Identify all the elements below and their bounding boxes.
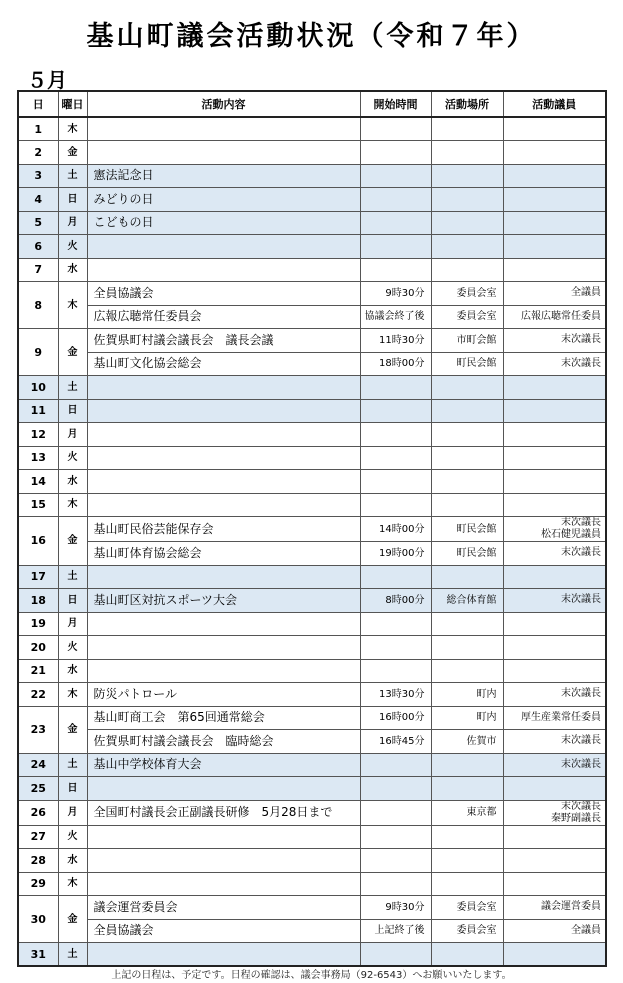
day-cell: 4: [18, 188, 58, 212]
members-cell: [503, 329, 606, 353]
weekday-cell: 日: [58, 777, 87, 801]
time-cell: [360, 164, 431, 188]
day-cell: 6: [18, 235, 58, 259]
member-line: 末次議長: [561, 357, 601, 369]
time-cell: 9時30分: [360, 896, 431, 920]
weekday-cell: 月: [58, 800, 87, 825]
activity-cell: 基山町文化協会総会: [87, 352, 360, 376]
members-cell: [503, 493, 606, 517]
activity-cell: [87, 825, 360, 849]
header-weekday: 曜日: [58, 91, 87, 117]
activity-cell: [87, 117, 360, 141]
activity-cell: [87, 565, 360, 589]
activity-cell: [87, 446, 360, 470]
members-cell: [503, 305, 606, 329]
header-time: 開始時間: [360, 91, 431, 117]
members-cell: [503, 211, 606, 235]
place-cell: [431, 872, 503, 896]
weekday-cell: 土: [58, 753, 87, 777]
weekday-cell: 木: [58, 683, 87, 707]
time-cell: 上記終了後: [360, 919, 431, 943]
place-cell: 佐賀市: [431, 730, 503, 754]
members-cell: [503, 659, 606, 683]
table-row: [18, 352, 606, 376]
table-row: [18, 211, 606, 235]
activity-cell: [87, 872, 360, 896]
table-row: [18, 258, 606, 282]
place-cell: 町民会館: [431, 352, 503, 376]
weekday-cell: 土: [58, 943, 87, 967]
place-cell: [431, 188, 503, 212]
day-cell: 13: [18, 446, 58, 470]
activity-cell: 基山町民俗芸能保存会: [87, 517, 360, 542]
time-cell: [360, 753, 431, 777]
day-cell: 25: [18, 777, 58, 801]
place-cell: [431, 636, 503, 660]
day-cell: 7: [18, 258, 58, 282]
time-cell: [360, 943, 431, 967]
activity-cell: 広報広聴常任委員会: [87, 305, 360, 329]
weekday-cell: 木: [58, 282, 87, 329]
day-cell: 1: [18, 117, 58, 141]
time-cell: 協議会終了後: [360, 305, 431, 329]
page-title: 基山町議会活動状況（令和７年）: [86, 21, 537, 52]
place-cell: [431, 376, 503, 400]
activity-cell: [87, 943, 360, 967]
weekday-cell: 火: [58, 825, 87, 849]
members-cell: [503, 164, 606, 188]
weekday-cell: 日: [58, 399, 87, 423]
day-cell: 23: [18, 706, 58, 753]
members-cell: [503, 706, 606, 730]
place-cell: 委員会室: [431, 896, 503, 920]
day-cell: 18: [18, 589, 58, 613]
activity-cell: [87, 399, 360, 423]
time-cell: [360, 399, 431, 423]
time-cell: [360, 188, 431, 212]
member-line: 末次議長: [561, 735, 601, 747]
schedule-body: [18, 117, 606, 966]
place-cell: 委員会室: [431, 305, 503, 329]
weekday-cell: 木: [58, 493, 87, 517]
members-cell: [503, 636, 606, 660]
members-cell: [503, 470, 606, 494]
time-cell: [360, 800, 431, 825]
weekday-cell: 日: [58, 188, 87, 212]
members-cell: [503, 141, 606, 165]
day-cell: 30: [18, 896, 58, 943]
members-cell: [503, 683, 606, 707]
day-cell: 21: [18, 659, 58, 683]
time-cell: [360, 872, 431, 896]
member-line: 末次議長: [561, 758, 601, 770]
table-row: [18, 470, 606, 494]
weekday-cell: 木: [58, 117, 87, 141]
member-line: 末次議長: [561, 517, 601, 528]
members-cell: [503, 188, 606, 212]
place-cell: 市町会館: [431, 329, 503, 353]
table-row: [18, 777, 606, 801]
weekday-cell: 金: [58, 141, 87, 165]
day-cell: 19: [18, 612, 58, 636]
members-cell: [503, 919, 606, 943]
table-row: [18, 753, 606, 777]
weekday-cell: 水: [58, 849, 87, 873]
day-cell: 9: [18, 329, 58, 376]
time-cell: 16時45分: [360, 730, 431, 754]
place-cell: [431, 235, 503, 259]
time-cell: 19時00分: [360, 542, 431, 566]
member-line: 松石健児議員: [541, 529, 601, 540]
place-cell: [431, 493, 503, 517]
header-day: 日: [18, 91, 58, 117]
table-row: [18, 706, 606, 730]
member-line: 全議員: [571, 287, 601, 299]
time-cell: [360, 849, 431, 873]
member-line: 末次議長: [561, 688, 601, 700]
time-cell: 13時30分: [360, 683, 431, 707]
table-row: [18, 117, 606, 141]
day-cell: 26: [18, 800, 58, 825]
weekday-cell: 金: [58, 706, 87, 753]
day-cell: 8: [18, 282, 58, 329]
place-cell: [431, 446, 503, 470]
time-cell: 8時00分: [360, 589, 431, 613]
place-cell: [431, 141, 503, 165]
member-line: 全議員: [571, 924, 601, 936]
day-cell: 15: [18, 493, 58, 517]
activity-cell: [87, 659, 360, 683]
member-line: 末次議長: [561, 594, 601, 606]
day-cell: 17: [18, 565, 58, 589]
place-cell: [431, 659, 503, 683]
table-row: [18, 683, 606, 707]
members-cell: [503, 446, 606, 470]
time-cell: [360, 493, 431, 517]
weekday-cell: 火: [58, 636, 87, 660]
time-cell: [360, 470, 431, 494]
time-cell: [360, 376, 431, 400]
table-row: [18, 164, 606, 188]
table-row: [18, 943, 606, 967]
activity-cell: 全員協議会: [87, 919, 360, 943]
place-cell: [431, 399, 503, 423]
time-cell: [360, 825, 431, 849]
members-cell: [503, 258, 606, 282]
table-row: [18, 896, 606, 920]
time-cell: [360, 258, 431, 282]
weekday-cell: 金: [58, 517, 87, 566]
members-cell: [503, 565, 606, 589]
time-cell: [360, 423, 431, 447]
time-cell: [360, 565, 431, 589]
members-cell: [503, 399, 606, 423]
day-cell: 24: [18, 753, 58, 777]
time-cell: [360, 446, 431, 470]
activity-cell: 基山町商工会 第65回通常総会: [87, 706, 360, 730]
activity-cell: 全国町村議長会正副議長研修 5月28日まで: [87, 800, 360, 825]
table-row: [18, 423, 606, 447]
weekday-cell: 月: [58, 423, 87, 447]
time-cell: [360, 659, 431, 683]
table-row: [18, 636, 606, 660]
table-row: [18, 188, 606, 212]
activity-cell: [87, 235, 360, 259]
member-line: 末次議長: [561, 334, 601, 346]
weekday-cell: 火: [58, 446, 87, 470]
weekday-cell: 日: [58, 589, 87, 613]
table-row: [18, 849, 606, 873]
schedule-table: [17, 90, 607, 967]
place-cell: 町内: [431, 683, 503, 707]
activity-cell: 佐賀県町村議会議長会 臨時総会: [87, 730, 360, 754]
day-cell: 10: [18, 376, 58, 400]
table-row: [18, 612, 606, 636]
time-cell: 18時00分: [360, 352, 431, 376]
weekday-cell: 土: [58, 376, 87, 400]
activity-cell: [87, 423, 360, 447]
place-cell: [431, 565, 503, 589]
time-cell: [360, 777, 431, 801]
month-label: ５月: [27, 68, 67, 92]
activity-cell: 憲法記念日: [87, 164, 360, 188]
place-cell: [431, 117, 503, 141]
table-row: [18, 282, 606, 306]
place-cell: 総合体育館: [431, 589, 503, 613]
weekday-cell: 水: [58, 659, 87, 683]
members-cell: [503, 589, 606, 613]
day-cell: 3: [18, 164, 58, 188]
table-row: [18, 446, 606, 470]
time-cell: [360, 211, 431, 235]
place-cell: [431, 164, 503, 188]
day-cell: 27: [18, 825, 58, 849]
time-cell: 14時00分: [360, 517, 431, 542]
place-cell: 町民会館: [431, 517, 503, 542]
member-line: 広報広聴常任委員: [521, 310, 601, 322]
members-cell: [503, 800, 606, 825]
place-cell: 町民会館: [431, 542, 503, 566]
footer-note: 上記の日程は、予定です。日程の確認は、議会事務局（92-6543）へお願いいたします。: [111, 970, 512, 981]
activity-cell: 基山町体育協会総会: [87, 542, 360, 566]
members-cell: [503, 423, 606, 447]
members-cell: [503, 825, 606, 849]
members-cell: [503, 943, 606, 967]
activity-cell: 議会運営委員会: [87, 896, 360, 920]
table-row: [18, 589, 606, 613]
time-cell: [360, 612, 431, 636]
members-cell: [503, 753, 606, 777]
activity-cell: 基山中学校体育大会: [87, 753, 360, 777]
time-cell: [360, 235, 431, 259]
table-row: [18, 730, 606, 754]
header-place: 活動場所: [431, 91, 503, 117]
place-cell: 委員会室: [431, 919, 503, 943]
members-cell: [503, 612, 606, 636]
day-cell: 29: [18, 872, 58, 896]
table-row: [18, 565, 606, 589]
activity-cell: [87, 777, 360, 801]
activity-cell: みどりの日: [87, 188, 360, 212]
table-row: [18, 919, 606, 943]
activity-cell: 防災パトロール: [87, 683, 360, 707]
table-row: [18, 493, 606, 517]
activity-cell: [87, 612, 360, 636]
place-cell: [431, 470, 503, 494]
weekday-cell: 火: [58, 235, 87, 259]
weekday-cell: 水: [58, 470, 87, 494]
time-cell: 16時00分: [360, 706, 431, 730]
activity-cell: [87, 470, 360, 494]
table-row: [18, 517, 606, 542]
place-cell: 委員会室: [431, 282, 503, 306]
day-cell: 31: [18, 943, 58, 967]
place-cell: [431, 258, 503, 282]
day-cell: 5: [18, 211, 58, 235]
day-cell: 22: [18, 683, 58, 707]
table-row: [18, 825, 606, 849]
table-row: [18, 305, 606, 329]
day-cell: 11: [18, 399, 58, 423]
time-cell: [360, 117, 431, 141]
activity-cell: 全員協議会: [87, 282, 360, 306]
day-cell: 28: [18, 849, 58, 873]
members-cell: [503, 872, 606, 896]
weekday-cell: 金: [58, 329, 87, 376]
table-row: [18, 542, 606, 566]
day-cell: 16: [18, 517, 58, 566]
header-members: 活動議員: [503, 91, 606, 117]
member-line: 末次議長: [561, 800, 601, 812]
day-cell: 2: [18, 141, 58, 165]
time-cell: [360, 636, 431, 660]
members-cell: [503, 235, 606, 259]
place-cell: [431, 211, 503, 235]
activity-cell: [87, 849, 360, 873]
place-cell: 町内: [431, 706, 503, 730]
table-row: [18, 376, 606, 400]
place-cell: [431, 612, 503, 636]
header-activity: 活動内容: [87, 91, 360, 117]
table-row: [18, 399, 606, 423]
members-cell: [503, 376, 606, 400]
weekday-cell: 月: [58, 612, 87, 636]
activity-cell: [87, 258, 360, 282]
place-cell: [431, 943, 503, 967]
weekday-cell: 月: [58, 211, 87, 235]
weekday-cell: 木: [58, 872, 87, 896]
members-cell: [503, 777, 606, 801]
time-cell: [360, 141, 431, 165]
time-cell: 9時30分: [360, 282, 431, 306]
place-cell: [431, 423, 503, 447]
weekday-cell: 土: [58, 164, 87, 188]
table-row: [18, 659, 606, 683]
activity-cell: [87, 636, 360, 660]
table-row: [18, 329, 606, 353]
table-row: [18, 872, 606, 896]
day-cell: 12: [18, 423, 58, 447]
table-row: [18, 235, 606, 259]
member-line: 秦野副議長: [551, 812, 601, 824]
header-row: [18, 91, 606, 117]
member-line: 議会運営委員: [541, 901, 601, 913]
members-cell: [503, 542, 606, 566]
activity-cell: [87, 141, 360, 165]
table-row: [18, 800, 606, 825]
place-cell: [431, 777, 503, 801]
activity-cell: [87, 376, 360, 400]
day-cell: 20: [18, 636, 58, 660]
activity-cell: 佐賀県町村議会議長会 議長会議: [87, 329, 360, 353]
members-cell: [503, 849, 606, 873]
activity-cell: [87, 493, 360, 517]
weekday-cell: 土: [58, 565, 87, 589]
members-cell: [503, 896, 606, 920]
place-cell: 東京都: [431, 800, 503, 825]
members-cell: [503, 117, 606, 141]
day-cell: 14: [18, 470, 58, 494]
members-cell: [503, 282, 606, 306]
weekday-cell: 水: [58, 258, 87, 282]
members-cell: [503, 730, 606, 754]
member-line: 末次議長: [561, 547, 601, 559]
place-cell: [431, 849, 503, 873]
place-cell: [431, 825, 503, 849]
table-row: [18, 141, 606, 165]
place-cell: [431, 753, 503, 777]
weekday-cell: 金: [58, 896, 87, 943]
member-line: 厚生産業常任委員: [521, 711, 601, 723]
members-cell: [503, 352, 606, 376]
members-cell: [503, 517, 606, 542]
activity-cell: 基山町区対抗スポーツ大会: [87, 589, 360, 613]
activity-cell: こどもの日: [87, 211, 360, 235]
time-cell: 11時30分: [360, 329, 431, 353]
